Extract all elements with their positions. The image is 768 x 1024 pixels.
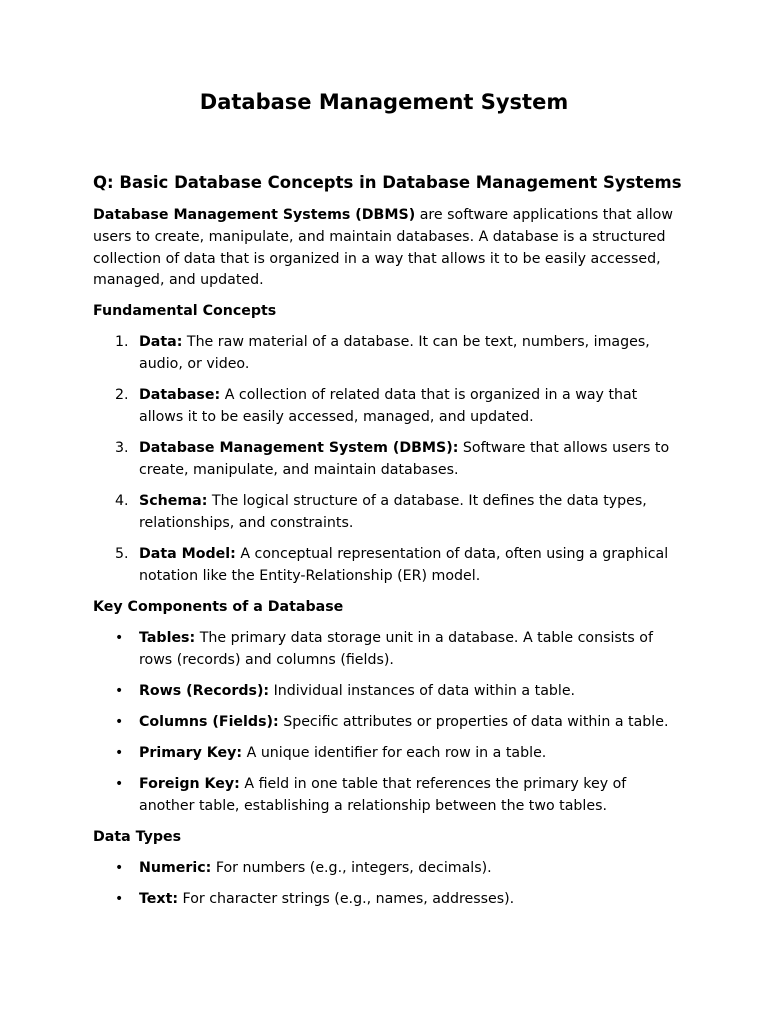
section-heading-datatypes: Data Types [93,829,182,846]
list-item-text: A field in one table that references the primary key of another table, establishing a relationship between the two tables. [139,776,627,815]
list-item [93,438,683,482]
list-item [93,712,683,734]
list-item-text: Individual instances of data within a table. [269,682,576,699]
data-types-list [93,858,683,911]
list-item-text: The primary data storage unit in a database. A table consists of rows (records) and columns (fields). [139,629,653,668]
list-item-term: Columns (Fields): [139,713,279,730]
list-item-text: A unique identifier for each row in a table. [242,745,547,762]
list-item [93,774,683,818]
list-item [93,681,683,703]
bullet-icon: • [115,860,124,877]
list-marker: 2. [115,386,129,403]
list-item-term: Primary Key: [139,745,243,762]
list-marker: 3. [115,439,129,456]
bullet-icon: • [115,713,124,730]
list-item [93,491,683,535]
list-item [93,889,683,911]
list-item-text: Software that allows users to create, manipulate, and maintain databases. [139,439,670,478]
list-item-text: For character strings (e.g., names, addresses). [178,891,515,908]
list-item-term: Text: [139,891,179,908]
list-item-term: Schema: [139,492,208,509]
page-title: Database Management System [199,90,569,114]
question-heading: Q: Basic Database Concepts in Database Management Systems [93,173,682,192]
bullet-icon: • [115,629,124,646]
list-item-text: For numbers (e.g., integers, decimals). [211,860,492,877]
section-heading-fundamental: Fundamental Concepts [93,303,277,320]
list-item-text: Specific attributes or properties of data within a table. [278,713,669,730]
list-item-term: Rows (Records): [139,682,270,699]
list-item-text: A conceptual representation of data, often using a graphical notation like the Entity-Relationship (ER) model. [139,545,669,584]
list-marker: 4. [115,492,129,509]
list-item-term: Data Model: [139,545,236,562]
bullet-icon: • [115,776,124,793]
list-item [93,332,683,376]
list-item-term: Database Management System (DBMS): [139,439,459,456]
list-item-term: Tables: [139,629,196,646]
list-item-term: Data: [139,333,183,350]
list-marker: 5. [115,545,129,562]
list-item-term: Numeric: [139,860,212,877]
list-item [93,385,683,429]
intro-term: Database Management Systems (DBMS) [93,207,416,223]
bullet-icon: • [115,682,124,699]
intro-text: are software applications that allow users to create, manipulate, and maintain databases. A database is a structured collection of data that is organized in a way that allows it to be easily accessed, managed, and updated. [93,207,673,289]
list-item-term: Foreign Key: [139,776,240,793]
fundamental-concepts-list [93,332,683,588]
bullet-icon: • [115,745,124,762]
intro-paragraph [93,205,683,292]
list-item [93,628,683,672]
list-item [93,858,683,880]
list-item-text: The raw material of a database. It can be text, numbers, images, audio, or video. [139,333,650,372]
list-marker: 1. [115,333,129,350]
bullet-icon: • [115,891,124,908]
list-item [93,743,683,765]
section-heading-components: Key Components of a Database [93,598,344,615]
document-body [93,205,683,920]
list-item-text: A collection of related data that is organized in a way that allows it to be easily accessed, managed, and updated. [139,386,638,425]
key-components-list [93,628,683,818]
list-item-term: Database: [139,386,221,403]
list-item-text: The logical structure of a database. It defines the data types, relationships, and constraints. [139,492,647,531]
list-item [93,544,683,588]
